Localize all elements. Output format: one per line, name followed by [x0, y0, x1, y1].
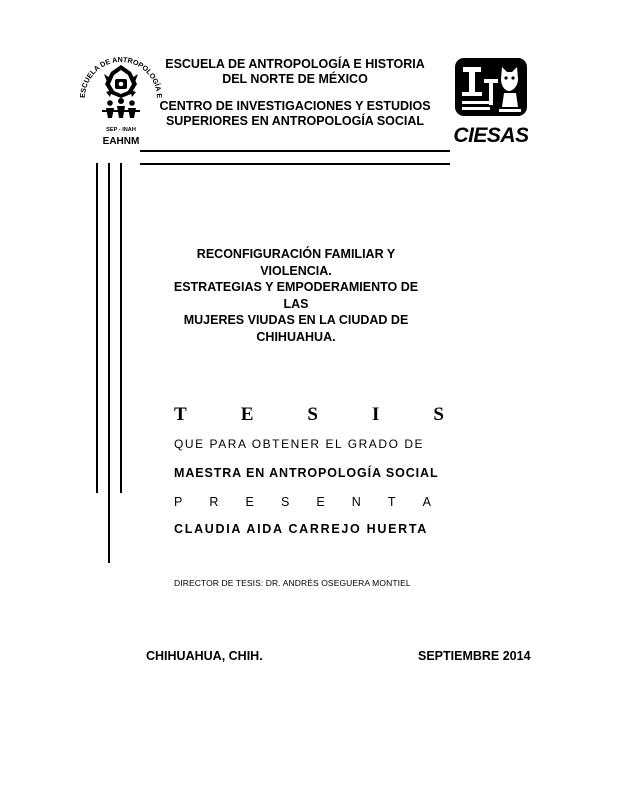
vertical-rule-left: [96, 163, 98, 493]
tesis-heading: [174, 404, 444, 426]
thesis-title-line3: MUJERES VIUDAS EN LA CIUDAD DE: [183, 313, 409, 327]
tesis-letter: E: [240, 404, 254, 425]
school-name-line2: DEL NORTE DE MÉXICO: [222, 72, 368, 86]
presenta-letter: S: [280, 495, 290, 509]
thesis-title: [160, 246, 432, 345]
school-name-line1: ESCUELA DE ANTROPOLOGÍA E HISTORIA: [165, 57, 425, 71]
presenta-letter: P: [174, 495, 183, 509]
thesis-title-line4: CHIHUAHUA.: [256, 329, 336, 344]
place: CHIHUAHUA, CHIH.: [146, 649, 263, 663]
seal-acronym: EAHNM: [102, 136, 140, 147]
tesis-letter: S: [307, 404, 318, 425]
tesis-letter: I: [372, 404, 380, 425]
date: SEPTIEMBRE 2014: [418, 649, 531, 663]
degree-name: MAESTRA EN ANTROPOLOGÍA SOCIAL: [174, 466, 439, 480]
ciesas-logo-icon: [454, 57, 528, 149]
school-name: [150, 57, 440, 87]
thesis-title-line1: RECONFIGURACIÓN FAMILIAR Y VIOLENCIA.: [196, 247, 396, 278]
header-rule-bottom: [140, 163, 450, 165]
seal-ring-text: ESCUELA DE ANTROPOLOGÍA E: [77, 54, 165, 99]
presenta-letter: E: [245, 495, 254, 509]
presenta-heading: [174, 495, 431, 509]
thesis-director: DIRECTOR DE TESIS: DR. ANDRÉS OSEGUERA MONTIEL: [174, 578, 411, 588]
ciesas-wordmark: CIESAS: [454, 124, 528, 147]
center-name: [150, 99, 440, 129]
author-name: CLAUDIA AIDA CARREJO HUERTA: [174, 522, 428, 536]
thesis-title-line2: ESTRATEGIAS Y EMPODERAMIENTO DE LAS: [173, 280, 419, 311]
center-name-line2: SUPERIORES EN ANTROPOLOGÍA SOCIAL: [165, 114, 425, 128]
tesis-letter: S: [433, 404, 444, 425]
seal-sub-text: SEP - INAH: [106, 127, 136, 133]
header-rule-top: [140, 150, 450, 152]
degree-purpose: QUE PARA OBTENER EL GRADO DE: [174, 437, 425, 451]
presenta-letter: R: [209, 495, 219, 509]
vertical-rule-right: [120, 163, 122, 493]
vertical-rule-middle: [108, 163, 110, 563]
tesis-letter: T: [174, 404, 187, 425]
presenta-letter: E: [316, 495, 325, 509]
presenta-letter: N: [351, 495, 361, 509]
presenta-letter: A: [422, 495, 431, 509]
center-name-line1: CENTRO DE INVESTIGACIONES Y ESTUDIOS: [159, 99, 431, 113]
presenta-letter: T: [387, 495, 396, 509]
